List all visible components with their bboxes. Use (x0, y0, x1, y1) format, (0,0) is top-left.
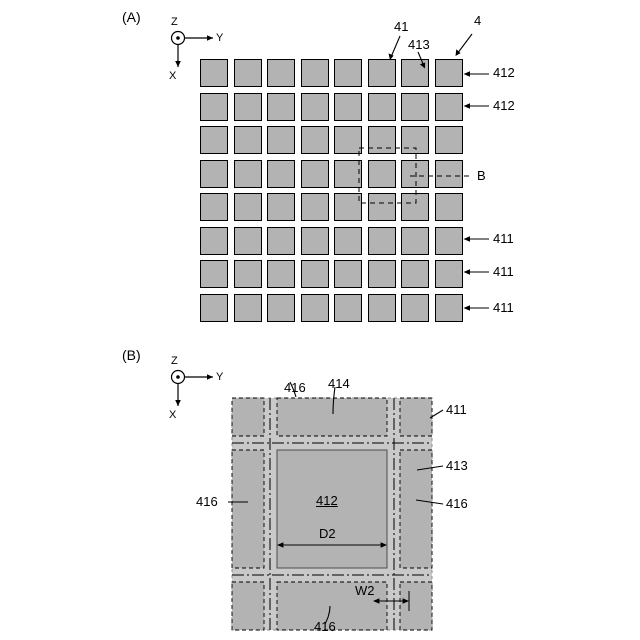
panel-a-axis-z-label: Z (171, 16, 178, 28)
panel-b-tag: (B) (122, 347, 141, 363)
panel-b-axis-y-label: Y (216, 371, 224, 383)
dimension-d2: D2 (319, 526, 336, 541)
panel-b-axis-x-label: X (169, 409, 177, 421)
callout-b-416-bottom: 416 (314, 619, 336, 634)
panel-b-center-label-412: 412 (316, 493, 338, 508)
callout-411-a: 411 (493, 231, 514, 246)
panel-b-axis-z-label: Z (171, 355, 178, 367)
callout-b-416-left: 416 (196, 494, 218, 509)
callout-411-c: 411 (493, 300, 514, 315)
callout-B: B (477, 168, 486, 183)
callout-4: 4 (474, 13, 482, 28)
callout-b-416-right: 416 (446, 496, 468, 511)
callout-b-416-top: 416 (284, 380, 306, 395)
panel-a-axis-x-label: X (169, 70, 177, 82)
callout-b-413: 413 (446, 458, 468, 473)
dimension-w2: W2 (355, 583, 375, 598)
callout-411-b: 411 (493, 264, 514, 279)
callout-412-row2: 412 (493, 98, 515, 113)
callout-b-414: 414 (328, 376, 350, 391)
callout-b-411: 411 (446, 402, 467, 417)
callout-41: 41 (394, 19, 409, 34)
panel-a-axis-y-label: Y (216, 32, 224, 44)
callout-413: 413 (408, 37, 430, 52)
panel-a-tag: (A) (122, 9, 141, 25)
callout-412-row1: 412 (493, 65, 515, 80)
